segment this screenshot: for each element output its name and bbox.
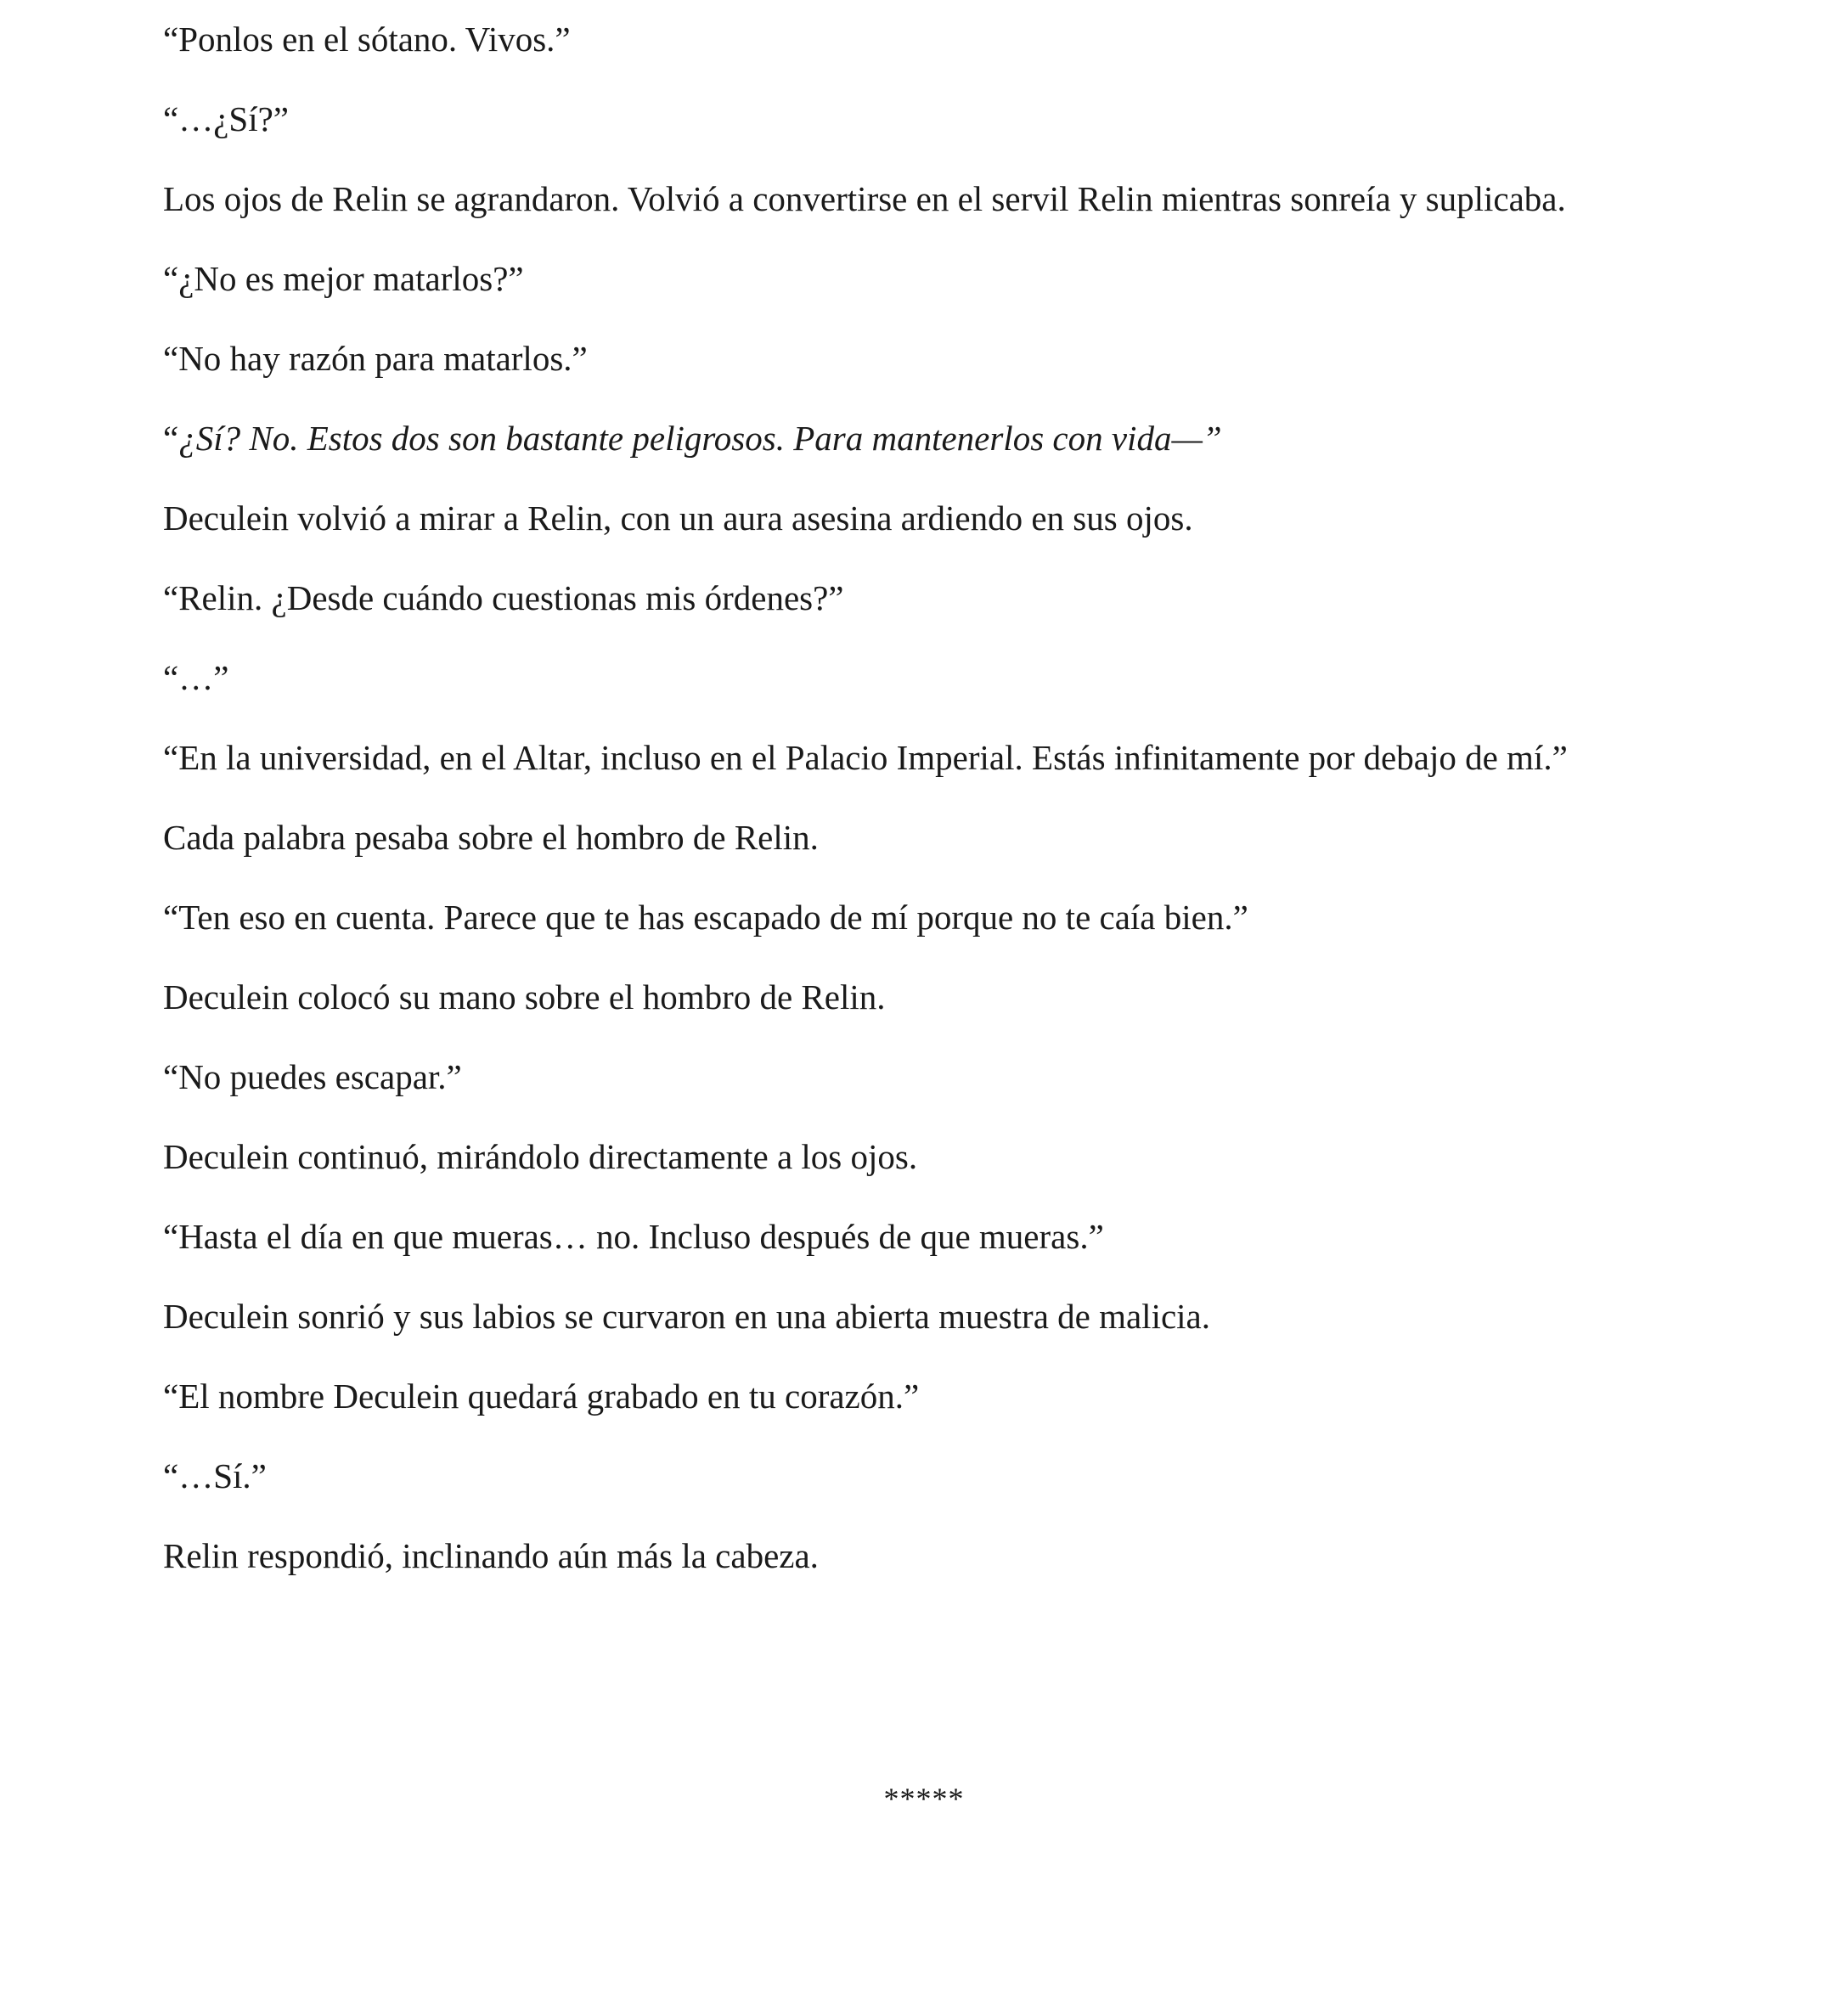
- open-quote: “: [163, 419, 179, 458]
- paragraph: “…”: [163, 658, 229, 697]
- paragraph: “Hasta el día en que mueras… no. Incluso después de que mueras.”: [163, 1217, 1104, 1256]
- paragraph: Relin respondió, inclinando aún más la cabeza.: [163, 1536, 819, 1575]
- paragraph: Cada palabra pesaba sobre el hombro de Relin.: [163, 818, 819, 857]
- paragraph: Deculein continuó, mirándolo directamente a los ojos.: [163, 1137, 918, 1176]
- paragraph: “El nombre Deculein quedará grabado en tu corazón.”: [163, 1377, 920, 1416]
- paragraph: “Ponlos en el sótano. Vivos.”: [163, 20, 571, 59]
- paragraph: [163, 416, 1658, 460]
- paragraph: “No hay razón para matarlos.”: [163, 339, 588, 378]
- paragraph: “No puedes escapar.”: [163, 1057, 462, 1096]
- document-page: [163, 17, 1658, 1578]
- paragraph: “En la universidad, en el Altar, incluso en el Palacio Imperial. Estás infinitamente por debajo de mí.”: [163, 738, 1568, 777]
- paragraph: Deculein volvió a mirar a Relin, con un aura asesina ardiendo en sus ojos.: [163, 498, 1193, 538]
- paragraph: Los ojos de Relin se agrandaron. Volvió a convertirse en el servil Relin mientras sonreía y suplicaba.: [163, 179, 1566, 218]
- paragraph: “Ten eso en cuenta. Parece que te has escapado de mí porque no te caía bien.”: [163, 898, 1248, 937]
- paragraph: Deculein colocó su mano sobre el hombro de Relin.: [163, 977, 886, 1016]
- paragraph: “…Sí.”: [163, 1456, 267, 1495]
- paragraph: “Relin. ¿Desde cuándo cuestionas mis órdenes?”: [163, 578, 844, 617]
- paragraph: Deculein sonrió y sus labios se curvaron en una abierta muestra de malicia.: [163, 1297, 1211, 1336]
- section-separator: *****: [883, 1782, 965, 1816]
- paragraph: “¿No es mejor matarlos?”: [163, 259, 524, 298]
- paragraph: “…¿Sí?”: [163, 99, 289, 138]
- paragraph-text: ¿Sí? No. Estos dos son bastante peligrosos. Para mantenerlos con vida—”: [178, 419, 1222, 458]
